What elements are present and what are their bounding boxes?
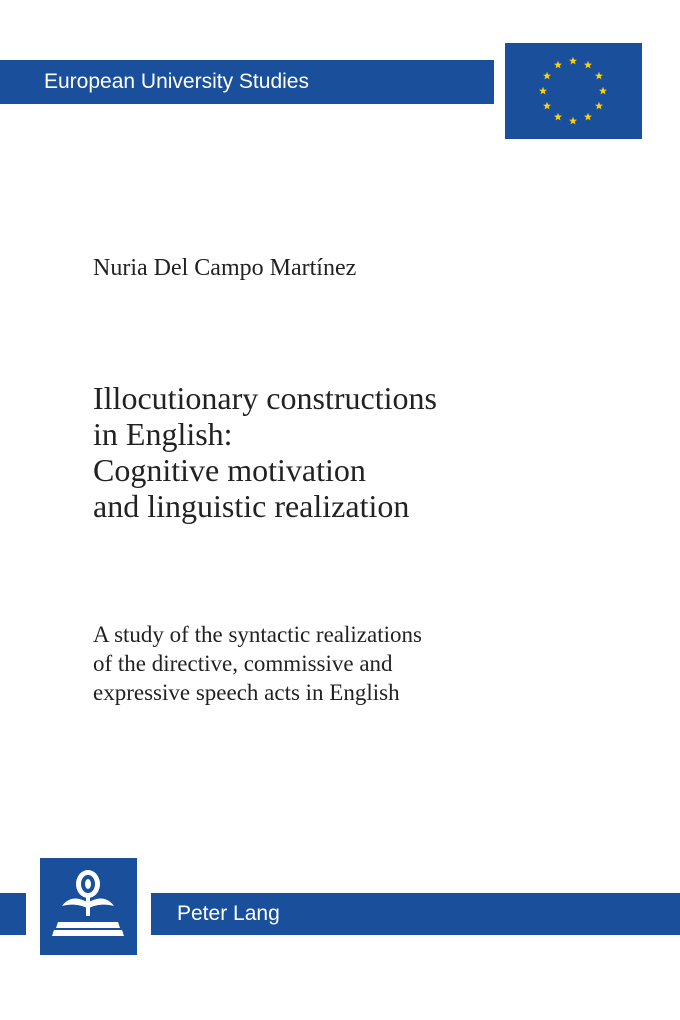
title-line: Illocutionary constructions [93,380,437,416]
eu-star-icon [543,72,551,80]
title-line: in English: [93,416,233,452]
subtitle-line: A study of the syntactic realizations [93,622,422,647]
eu-star-icon [543,102,551,110]
subtitle-line: expressive speech acts in English [93,680,400,705]
eu-star-icon [554,113,562,121]
title-line: and linguistic realization [93,488,410,524]
book-title [93,380,613,524]
series-banner [0,60,494,104]
subtitle-line: of the directive, commissive and [93,651,393,676]
eu-star-icon [569,57,577,65]
title-line: Cognitive motivation [93,452,366,488]
eu-star-icon [584,113,592,121]
peter-lang-logo-icon [40,858,137,955]
eu-star-icon [595,102,603,110]
series-title: European University Studies [44,70,309,93]
eu-star-icon [595,72,603,80]
eu-star-icon [569,117,577,125]
book-subtitle [93,620,613,707]
eu-star-icon [539,87,547,95]
eu-flag-icon [505,43,642,139]
eu-star-icon [584,61,592,69]
publisher-banner [151,893,680,935]
publisher-name: Peter Lang [177,902,280,925]
eu-star-icon [599,87,607,95]
author-name: Nuria Del Campo Martínez [93,255,357,281]
publisher-bar-left [0,893,26,935]
eu-star-icon [554,61,562,69]
